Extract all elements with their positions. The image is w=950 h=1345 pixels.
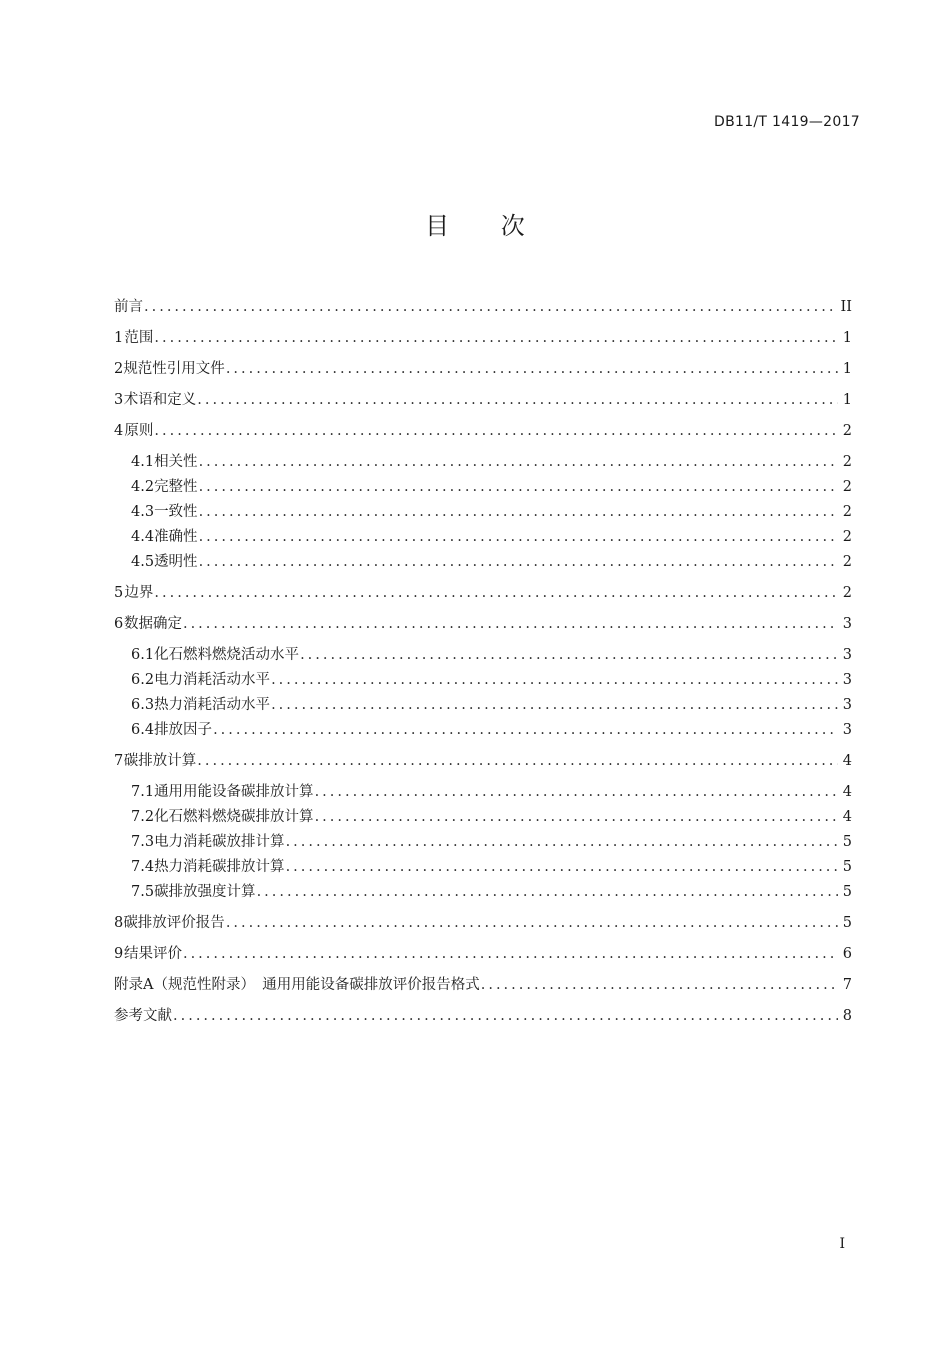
toc-entry-number: 7.3 — [131, 834, 155, 850]
toc-leader-dots — [226, 359, 838, 379]
toc-entry[interactable] — [114, 634, 852, 665]
toc-entry-number: 2 — [114, 361, 124, 377]
toc-entry-number: 9 — [114, 946, 124, 962]
toc-entry-page: 2 — [842, 585, 852, 601]
toc-leader-dots — [154, 328, 838, 348]
toc-entry[interactable] — [114, 771, 852, 802]
toc-entry-page: 2 — [842, 529, 852, 545]
toc-entry[interactable] — [114, 472, 852, 497]
toc-leader-dots — [183, 614, 838, 634]
toc-entry[interactable] — [114, 410, 852, 441]
toc-entry-page: 4 — [842, 784, 852, 800]
toc-leader-dots — [199, 477, 838, 497]
toc-entry[interactable] — [114, 379, 852, 410]
toc-entry-label: 热力消耗活动水平 — [154, 697, 271, 713]
toc-entry[interactable] — [114, 877, 852, 902]
toc-entry-number: 1 — [114, 330, 124, 346]
toc-entry-label: 碳排放计算 — [123, 753, 197, 769]
toc-entry[interactable] — [114, 852, 852, 877]
toc-leader-dots — [199, 527, 838, 547]
toc-entry-page: 2 — [842, 554, 852, 570]
toc-entry[interactable] — [114, 603, 852, 634]
toc-leader-dots — [199, 552, 838, 572]
toc-leader-dots — [257, 882, 838, 902]
toc-entry-label: 透明性 — [154, 554, 198, 570]
toc-entry-label: 术语和定义 — [123, 392, 197, 408]
toc-leader-dots — [199, 452, 838, 472]
toc-entry-page: 2 — [842, 423, 852, 439]
document-code: DB11/T 1419—2017 — [714, 114, 860, 130]
toc-entry-page: 7 — [842, 977, 852, 993]
toc-entry-number: 7.1 — [131, 784, 155, 800]
toc-entry-label: 相关性 — [154, 454, 198, 470]
toc-entry[interactable] — [114, 902, 852, 933]
toc-entry[interactable] — [114, 964, 852, 995]
toc-entry-page: 5 — [842, 884, 852, 900]
toc-entry-number: 4.2 — [131, 479, 155, 495]
toc-entry[interactable] — [114, 715, 852, 740]
toc-entry-page: 3 — [842, 616, 852, 632]
toc-entry[interactable] — [114, 441, 852, 472]
toc-entry-label: 完整性 — [154, 479, 198, 495]
toc-leader-dots — [144, 297, 837, 317]
toc-leader-dots — [286, 857, 838, 877]
toc-leader-dots — [197, 751, 838, 771]
toc-entry[interactable] — [114, 348, 852, 379]
toc-entry-number: 4.1 — [131, 454, 155, 470]
toc-entry-label: 通用用能设备碳排放计算 — [154, 784, 314, 800]
toc-entry-label: 电力消耗活动水平 — [154, 672, 271, 688]
toc-entry-label: 化石燃料燃烧碳排放计算 — [154, 809, 314, 825]
toc-entry-label: 热力消耗碳排放计算 — [154, 859, 285, 875]
toc-leader-dots — [154, 583, 838, 603]
toc-entry[interactable] — [114, 665, 852, 690]
toc-leader-dots — [183, 944, 838, 964]
toc-entry-number: 4 — [114, 423, 124, 439]
toc-entry-label: 准确性 — [154, 529, 198, 545]
toc-entry-number: 3 — [114, 392, 124, 408]
toc-entry-label: 一致性 — [154, 504, 198, 520]
toc-entry-label: 范围 — [124, 330, 154, 346]
toc-entry-number: 6.2 — [131, 672, 155, 688]
toc-title: 目 次 — [425, 212, 547, 240]
toc-entry[interactable] — [114, 740, 852, 771]
toc-leader-dots — [199, 502, 838, 522]
toc-entry-page: 4 — [842, 753, 852, 769]
toc-entry[interactable] — [114, 286, 852, 317]
toc-entry-label: 规范性引用文件 — [123, 361, 225, 377]
toc-entry-page: 5 — [842, 834, 852, 850]
toc-entry-number: 7.5 — [131, 884, 155, 900]
toc-leader-dots — [315, 782, 838, 802]
toc-leader-dots — [197, 390, 838, 410]
toc-entry-number: 6.3 — [131, 697, 155, 713]
toc-entry-number: 4.4 — [131, 529, 155, 545]
toc-entry-number: 4.3 — [131, 504, 155, 520]
toc-entry-page: 2 — [842, 479, 852, 495]
toc-entry-label: 边界 — [124, 585, 154, 601]
toc-entry-page: 3 — [842, 647, 852, 663]
toc-entry-page: 1 — [842, 330, 852, 346]
table-of-contents — [114, 286, 852, 1026]
toc-entry-label: 原则 — [124, 423, 154, 439]
toc-entry-page: 6 — [842, 946, 852, 962]
toc-entry-page: 5 — [842, 859, 852, 875]
toc-leader-dots — [173, 1006, 838, 1026]
toc-entry-number: 5 — [114, 585, 124, 601]
toc-entry[interactable] — [114, 572, 852, 603]
toc-entry[interactable] — [114, 317, 852, 348]
toc-leader-dots — [271, 670, 838, 690]
toc-entry[interactable] — [114, 690, 852, 715]
toc-entry-label: 排放因子 — [154, 722, 213, 738]
toc-entry-label: 碳排放评价报告 — [123, 915, 225, 931]
toc-leader-dots — [286, 832, 838, 852]
toc-leader-dots — [226, 913, 838, 933]
toc-entry-label: 化石燃料燃烧活动水平 — [154, 647, 300, 663]
toc-entry[interactable] — [114, 827, 852, 852]
toc-entry-page: 1 — [842, 392, 852, 408]
toc-leader-dots — [481, 975, 838, 995]
toc-entry[interactable] — [114, 802, 852, 827]
toc-entry-label: 参考文献 — [114, 1008, 172, 1024]
toc-entry-page: 1 — [842, 361, 852, 377]
toc-entry-label: 结果评价 — [123, 946, 182, 962]
toc-entry-label: 碳排放强度计算 — [154, 884, 256, 900]
toc-entry[interactable] — [114, 933, 852, 964]
toc-entry-page: 2 — [842, 454, 852, 470]
toc-entry-page: 8 — [842, 1008, 852, 1024]
toc-entry[interactable] — [114, 497, 852, 522]
toc-entry-label: 电力消耗碳放排计算 — [154, 834, 285, 850]
toc-entry[interactable] — [114, 995, 852, 1026]
toc-entry-page: 2 — [842, 504, 852, 520]
toc-leader-dots — [213, 720, 838, 740]
toc-entry-number: 6 — [114, 616, 124, 632]
toc-entry[interactable] — [114, 522, 852, 547]
toc-leader-dots — [154, 421, 838, 441]
toc-leader-dots — [300, 645, 838, 665]
page-number: I — [839, 1236, 845, 1252]
toc-entry-number: 4.5 — [131, 554, 155, 570]
toc-entry-page: 4 — [842, 809, 852, 825]
toc-entry-number: 6.1 — [131, 647, 155, 663]
toc-entry-number: 6.4 — [131, 722, 155, 738]
toc-entry-page: 3 — [842, 722, 852, 738]
toc-entry-number: 7.2 — [131, 809, 155, 825]
toc-entry-page: II — [840, 299, 852, 315]
toc-entry-label: 附录A（规范性附录） 通用用能设备碳排放评价报告格式 — [114, 977, 480, 993]
toc-entry-page: 3 — [842, 672, 852, 688]
toc-entry-label: 前言 — [114, 299, 143, 315]
toc-entry-page: 5 — [842, 915, 852, 931]
toc-entry-number: 7.4 — [131, 859, 155, 875]
toc-entry-page: 3 — [842, 697, 852, 713]
toc-leader-dots — [315, 807, 838, 827]
toc-entry-number: 8 — [114, 915, 124, 931]
toc-leader-dots — [271, 695, 838, 715]
toc-entry-number: 7 — [114, 753, 124, 769]
toc-entry[interactable] — [114, 547, 852, 572]
toc-entry-label: 数据确定 — [123, 616, 182, 632]
